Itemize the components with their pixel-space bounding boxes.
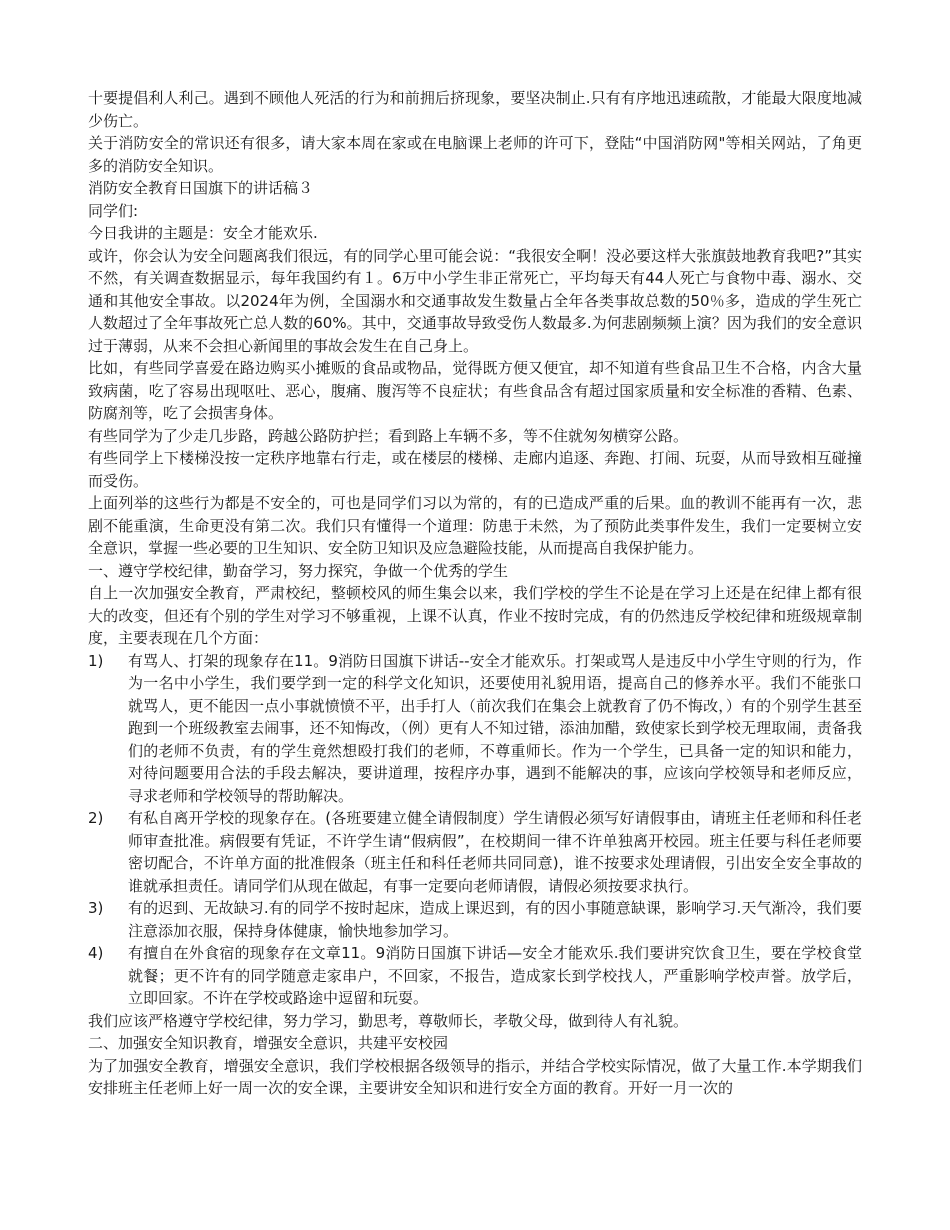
list-item — [88, 897, 862, 942]
paragraph: 十要提倡利人利己。遇到不顾他人死活的行为和前拥后挤现象，要坚决制止.只有有序地迅速疏散，才能最大限度地减少伤亡。 — [88, 89, 862, 130]
section-heading: 二、加强安全知识教育，增强安全意识，共建平安校园 — [88, 1034, 449, 1052]
paragraph: 有些同学为了少走几步路，跨越公路防护拦；看到路上车辆不多，等不住就匆匆横穿公路。 — [88, 426, 689, 445]
paragraph: 关于消防安全的常识还有很多，请大家本周在家或在电脑课上老师的许可下，登陆“中国消防网"等相关网站，了角更多的消防安全知识。 — [88, 134, 862, 175]
list-item-text: 有骂人、打架的现象存在11。9消防日国旗下讲话--安全才能欢乐。打架或骂人是违反中小学生守则的行为，作为一名中小学生，我们要学到一定的科学文化知识，还要使用礼貌用语，提高自己的修养水平。我们不能张口就骂人，更不能因一点小事就愤愤不平，出手打人（前次我们在集会上就教育了仍不悔改，）有的个别学生甚至跑到一个班级教室去闹事，还不知悔改，（例）更有人不知过错，添油加醋，致使家长到学校无理取闹，责备我们的老师不负责，有的学生竟然想殴打我们的老师，不尊重师长。作为一个学生，已具备一定的知识和能力，对待问题要用合法的手段去解决，要讲道理，按程序办事，遇到不能解决的事，应该向学校领导和老师反应，寻求老师和学校领导的帮助解决。 — [128, 651, 862, 805]
document-page — [88, 87, 862, 1100]
salutation: 同学们: — [88, 201, 139, 220]
paragraph: 或许，你会认为安全问题离我们很远，有的同学心里可能会说：“我很安全啊！没必要这样大张旗鼓地教育我吧?”其实不然，有关调查数据显示，每年我国约有１。6万中小学生非正常死亡，平均每天有44人死亡与食物中毒、溺水、交通和其他安全事故。以2024年为例，全国溺水和交通事故发生数量占全年各类事故总数的50％多，造成的学生死亡人数超过了全年事故死亡总人数的60%。其中，交通事故导致受伤人数最多.为何悲剧频频上演？因为我们的安全意识过于薄弱，从来不会担心新闻里的事故会发生在自己身上。 — [88, 246, 862, 355]
list-item-number: 1) — [88, 651, 104, 670]
paragraph: 比如，有些同学喜爱在路边购买小摊贩的食品或物品，觉得既方便又便宜，却不知道有些食品卫生不合格，内含大量致病菌，吃了容易出现呕吐、恶心，腹痛、腹泻等不良症状；有些食品含有超过国家质量和安全标准的香精、色素、防腐剂等，吃了会损害身体。 — [88, 359, 862, 422]
paragraph: 我们应该严格遵守学校纪律，努力学习，勤思考，尊敬师长，孝敬父母，做到待人有礼貌。 — [88, 1011, 689, 1030]
list-item-number: 2) — [88, 809, 104, 827]
list-item — [88, 650, 862, 808]
list-item-text: 有擅自在外食宿的现象存在文章11。9消防日国旗下讲话—安全才能欢乐.我们要讲究饮食卫生，要在学校食堂就餐；更不许有的同学随意走家串户，不回家，不报告，造成家长到学校找人，严重影响学校声誉。放学后，立即回家。不许在学校或路途中逗留和玩耍。 — [128, 944, 862, 1007]
paragraph: 有些同学上下楼梯没按一定秩序地靠右行走，或在楼层的楼梯、走廊内追逐、奔跑、打闹、玩耍，从而导致相互碰撞而受伤。 — [88, 449, 862, 490]
paragraph: 为了加强安全教育，增强安全意识，我们学校根据各级领导的指示，并结合学校实际情况，做了大量工作.本学期我们安排班主任老师上好一周一次的安全课，主要讲安全知识和进行安全方面的教育。开好一月一次的 — [88, 1056, 862, 1097]
list-item-text: 有的迟到、无故缺习.有的同学不按时起床，造成上课迟到，有的因小事随意缺课，影响学习.天气渐冷，我们要注意添加衣服，保持身体健康，愉快地参加学习。 — [128, 899, 862, 940]
list-item — [88, 942, 862, 1010]
section-heading: 一、遵守学校纪律，勤奋学习，努力探究，争做一个优秀的学生 — [88, 561, 509, 580]
section-title: 消防安全教育日国旗下的讲话稿３ — [88, 179, 314, 197]
paragraph: 自上一次加强安全教育，严肃校纪，整顿校风的师生集会以来，我们学校的学生不论是在学习上还是在纪律上都有很大的改变，但还有个别的学生对学习不够重视，上课不认真，作业不按时完成，有的仍然违反学校纪律和班级规章制度，主要表现在几个方面： — [88, 584, 862, 647]
list-item-number: 3) — [88, 899, 104, 917]
list-item-number: 4) — [88, 944, 104, 962]
paragraph: 今日我讲的主题是：安全才能欢乐. — [88, 224, 318, 242]
paragraph: 上面列举的这些行为都是不安全的，可也是同学们习以为常的，有的已造成严重的后果。血的教训不能再有一次，悲剧不能重演，生命更没有第二次。我们只有懂得一个道理：防患于未然，为了预防此类事件发生，我们一定要树立安全意识，掌握一些必要的卫生知识、安全防卫知识及应急避险技能，从而提高自我保护能力。 — [88, 494, 862, 557]
list-item — [88, 807, 862, 897]
list-item-text: 有私自离开学校的现象存在。(各班要建立健全请假制度）学生请假必须写好请假事由，请班主任老师和科任老师审查批准。病假要有凭证，不许学生请“假病假”，在校期间一律不许单独离开校园。班主任要与科任老师要密切配合，不许单方面的批准假条（班主任和科任老师共同同意)，谁不按要求处理请假，引出安全安全事故的谁就承担责任。请同学们从现在做起，有事一定要向老师请假，请假必须按要求执行。 — [128, 809, 862, 895]
